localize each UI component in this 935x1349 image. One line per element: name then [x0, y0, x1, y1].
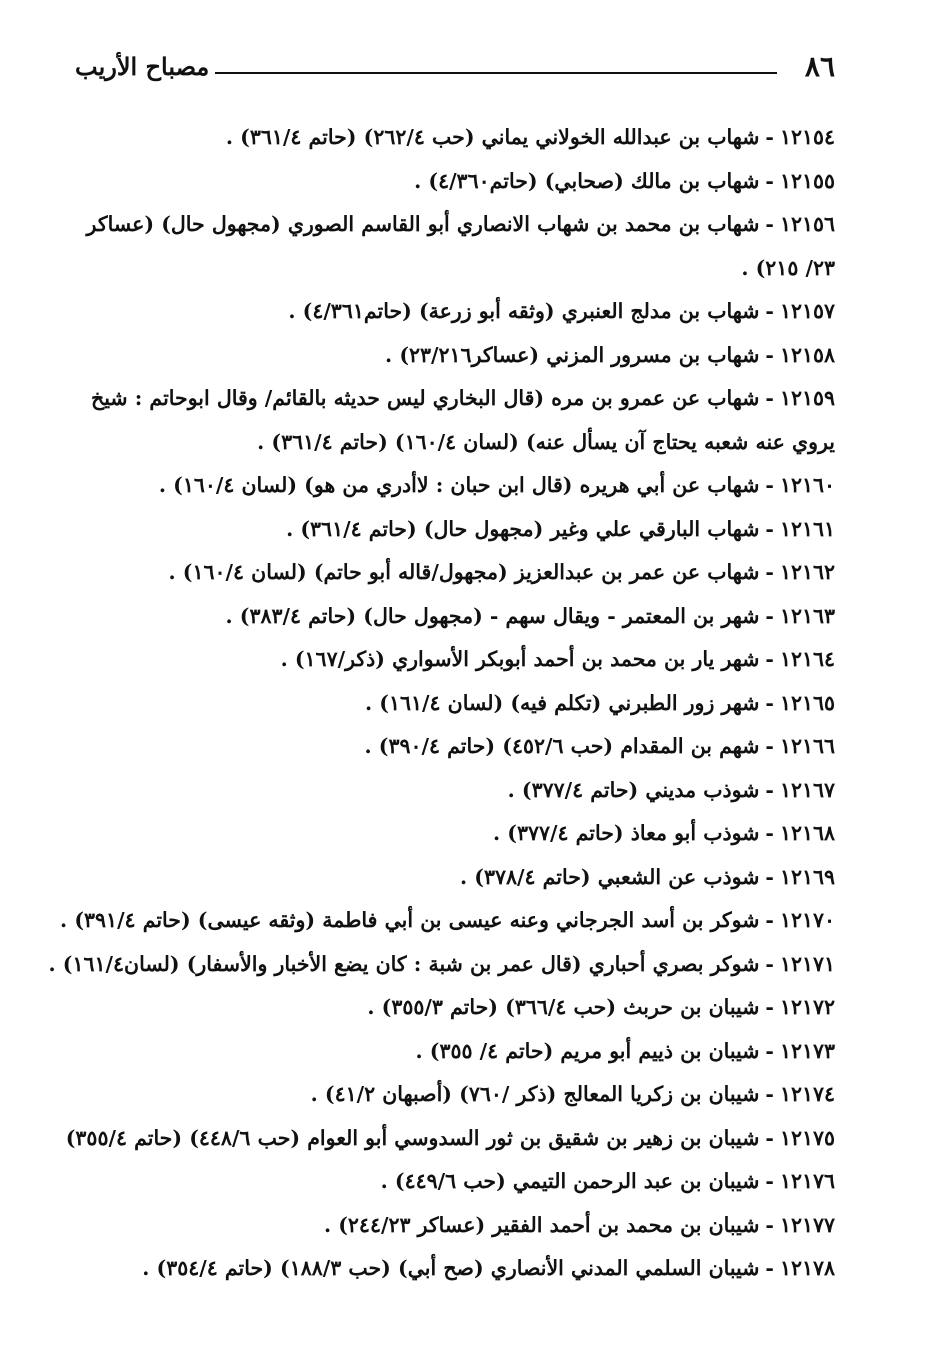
entry-number: ١٢١٧٧	[779, 1212, 835, 1237]
entry-number: ١٢١٧٦	[779, 1169, 835, 1193]
book-title: مصباح الأريب	[75, 52, 210, 81]
entry-text: شوكر بن أسد الجرجاني وعنه عيسى بن أبي فاطمة (وثقه عيسى) (حاتم ٣٩١/٤) .	[60, 908, 760, 932]
entry-number: ١٢١٥٦	[779, 212, 835, 236]
entry-text: شيبان بن محمد بن أحمد الفقير (عساكر ٢٤٤/٢٣) .	[323, 1212, 760, 1237]
entry-number: ١٢١٦١	[779, 516, 835, 541]
entry-number: ١٢١٧٢	[779, 995, 835, 1019]
entry-number: ١٢١٥٨	[779, 342, 835, 367]
entry-text: شهاب بن مالك (صحابي) (حاتم٤/٣٦٠) .	[414, 168, 760, 193]
entry-text: شوذب مديني (حاتم ٣٧٧/٤) .	[507, 777, 760, 802]
entry: ١٢١٥٤-شهاب بن عبدالله الخولاني يماني (حب ٢٦٢/٤) (حاتم ٣٦١/٤) .	[225, 125, 835, 149]
entry-number: ١٢١٦٣	[779, 603, 835, 628]
entry-text: شهاب البارقي علي وغير (مجهول حال) (حاتم ٣٦١/٤) .	[286, 516, 760, 541]
entry-number: ١٢١٥٥	[779, 168, 835, 193]
entry: ١٢١٧٦-شيبان بن عبد الرحمن التيمي (حب ٤٤٩/٦) .	[380, 1169, 835, 1193]
entry: ١٢١٦٩-شوذب عن الشعبي (حاتم ٣٧٨/٤) .	[459, 864, 835, 889]
entry-number: ١٢١٧٥	[779, 1125, 835, 1150]
entry: ١٢١٦٨-شوذب أبو معاذ (حاتم ٣٧٧/٤) .	[492, 821, 835, 845]
entry-text: شهر يار بن محمد بن أحمد أبوبكر الأسواري (ذكر/١٦٧) .	[280, 647, 760, 671]
entry-text: شهر زور الطبرني (تكلم فيه) (لسان ١٦١/٤) .	[365, 690, 760, 715]
entry-number: ١٢١٧٠	[779, 908, 835, 932]
entry-text: شيبان بن ذييم أبو مريم (حاتم ٤/ ٣٥٥) .	[415, 1038, 760, 1063]
entry-text: شهاب بن محمد بن شهاب الانصاري أبو القاسم الصوري (مجهول حال) (عساكر ٢٣/ ٢١٥) .	[86, 212, 835, 280]
entry-list	[48, 116, 835, 1291]
entry-text: شيبان بن زهير بن شقيق بن ثور السدوسي أبو العوام (حب ٤٤٨/٦) (حاتم ٣٥٥/٤)	[65, 1125, 760, 1150]
entry-number: ١٢١٦٤	[779, 647, 835, 671]
entry-text: شوذب عن الشعبي (حاتم ٣٧٨/٤) .	[459, 864, 760, 889]
entry: ١٢١٦٤-شهر يار بن محمد بن أحمد أبوبكر الأسواري (ذكر/١٦٧) .	[280, 647, 835, 671]
entry: ١٢١٦٢-شهاب عن عمر بن عبدالعزيز (مجهول/قاله أبو حاتم) (لسان ١٦٠/٤) .	[168, 560, 835, 584]
page-number: ٨٦	[804, 50, 835, 83]
entry: ١٢١٥٧-شهاب بن مدلج العنبري (وثقه أبو زرعة) (حاتم٤/٣٦١) .	[288, 299, 835, 323]
entry-number: ١٢١٦٦	[779, 734, 835, 758]
entry-number: ١٢١٧١	[779, 951, 835, 976]
entry-text: شهاب عن عمرو بن مره (قال البخاري ليس حديثه بالقائم/ وقال ابوحاتم : شيخ يروي عنه شعبه يحتاج آن يسأل عنه) (لسان ١٦٠/٤) (حاتم ٣٦١/٤) .	[91, 386, 835, 454]
entry-text: شيبان بن عبد الرحمن التيمي (حب ٤٤٩/٦) .	[380, 1169, 760, 1193]
entry-text: شهاب بن عبدالله الخولاني يماني (حب ٢٦٢/٤) (حاتم ٣٦١/٤) .	[225, 125, 760, 149]
entry: ١٢١٦٣-شهر بن المعتمر - ويقال سهم - (مجهول حال) (حاتم ٣٨٣/٤) .	[225, 603, 835, 628]
entry-text: شهاب بن مسرور المزني (عساكر٢٣/٢١٦) .	[385, 342, 760, 367]
entry: ١٢١٦٥-شهر زور الطبرني (تكلم فيه) (لسان ١٦١/٤) .	[365, 690, 835, 715]
entry-number: ١٢١٦٠	[779, 473, 835, 497]
entry: ١٢١٧٤-شيبان بن زكريا المعالج (ذكر /٧٦٠) (أصبهان ٤١/٢) .	[310, 1082, 835, 1106]
entry: ١٢١٧٥-شيبان بن زهير بن شقيق بن ثور السدوسي أبو العوام (حب ٤٤٨/٦) (حاتم ٣٥٥/٤)	[65, 1125, 835, 1150]
entry-number: ١٢١٦٥	[779, 690, 835, 715]
entry-text: شهاب عن عمر بن عبدالعزيز (مجهول/قاله أبو حاتم) (لسان ١٦٠/٤) .	[168, 560, 760, 584]
entry: ١٢١٧٢-شيبان بن حربث (حب ٣٦٦/٤) (حاتم ٣٥٥/٣) .	[367, 995, 835, 1019]
entry-text: شهاب عن أبي هريره (قال ابن حبان : لاأدري من هو) (لسان ١٦٠/٤) .	[158, 473, 760, 497]
entry: ١٢١٧٠-شوكر بن أسد الجرجاني وعنه عيسى بن أبي فاطمة (وثقه عيسى) (حاتم ٣٩١/٤) .	[60, 908, 835, 932]
entry-text: شهم بن المقدام (حب ٤٥٢/٦) (حاتم ٣٩٠/٤) .	[364, 734, 760, 758]
entry-number: ١٢١٦٨	[779, 821, 835, 845]
entry: ١٢١٥٦-شهاب بن محمد بن شهاب الانصاري أبو القاسم الصوري (مجهول حال) (عساكر ٢٣/ ٢١٥) .	[86, 212, 835, 280]
entry: ١٢١٦١-شهاب البارقي علي وغير (مجهول حال) (حاتم ٣٦١/٤) .	[286, 516, 835, 541]
entry-text: شهاب بن مدلج العنبري (وثقه أبو زرعة) (حاتم٤/٣٦١) .	[288, 299, 760, 323]
entry-number: ١٢١٥٤	[779, 125, 835, 149]
entry-number: ١٢١٦٢	[779, 560, 835, 584]
entry: ١٢١٦٧-شوذب مديني (حاتم ٣٧٧/٤) .	[507, 777, 835, 802]
entry: ١٢١٧٨-شيبان السلمي المدني الأنصاري (صح أبي) (حب ١٨٨/٣) (حاتم ٣٥٤/٤) .	[142, 1256, 835, 1280]
page-header	[75, 50, 835, 94]
entry-number: ١٢١٧٣	[779, 1038, 835, 1063]
entry: ١٢١٧٣-شيبان بن ذييم أبو مريم (حاتم ٤/ ٣٥٥) .	[415, 1038, 835, 1063]
entry: ١٢١٥٨-شهاب بن مسرور المزني (عساكر٢٣/٢١٦) .	[385, 342, 835, 367]
entry-number: ١٢١٦٩	[779, 864, 835, 889]
entry-text: شيبان بن حربث (حب ٣٦٦/٤) (حاتم ٣٥٥/٣) .	[367, 995, 760, 1019]
entry-number: ١٢١٦٧	[779, 777, 835, 802]
entry-number: ١٢١٥٧	[779, 299, 835, 323]
entry: ١٢١٦٠-شهاب عن أبي هريره (قال ابن حبان : لاأدري من هو) (لسان ١٦٠/٤) .	[158, 473, 835, 497]
entry: ١٢١٥٥-شهاب بن مالك (صحابي) (حاتم٤/٣٦٠) .	[414, 168, 835, 193]
entry: ١٢١٦٦-شهم بن المقدام (حب ٤٥٢/٦) (حاتم ٣٩٠/٤) .	[364, 734, 835, 758]
entry-number: ١٢١٥٩	[779, 386, 835, 410]
entry-text: شيبان السلمي المدني الأنصاري (صح أبي) (حب ١٨٨/٣) (حاتم ٣٥٤/٤) .	[142, 1256, 760, 1280]
entry: ١٢١٧٧-شيبان بن محمد بن أحمد الفقير (عساكر ٢٤٤/٢٣) .	[323, 1212, 835, 1237]
entry: ١٢١٥٩-شهاب عن عمرو بن مره (قال البخاري ليس حديثه بالقائم/ وقال ابوحاتم : شيخ يروي عنه شعبه يحتاج آن يسأل عنه) (لسان ١٦٠/٤) (حاتم ٣٦١/٤) .	[91, 386, 835, 454]
entry-text: شوذب أبو معاذ (حاتم ٣٧٧/٤) .	[492, 821, 760, 845]
entry-number: ١٢١٧٨	[779, 1256, 835, 1280]
entry: ١٢١٧١-شوكر بصري أحباري (قال عمر بن شبة : كان يضع الأخبار والأسفار) (لسان١٦١/٤) .	[48, 951, 835, 976]
entry-text: شيبان بن زكريا المعالج (ذكر /٧٦٠) (أصبهان ٤١/٢) .	[310, 1082, 760, 1106]
entry-number: ١٢١٧٤	[779, 1082, 835, 1106]
header-rule	[215, 72, 777, 74]
entry-text: شهر بن المعتمر - ويقال سهم - (مجهول حال) (حاتم ٣٨٣/٤) .	[225, 603, 760, 628]
entry-text: شوكر بصري أحباري (قال عمر بن شبة : كان يضع الأخبار والأسفار) (لسان١٦١/٤) .	[48, 951, 760, 976]
